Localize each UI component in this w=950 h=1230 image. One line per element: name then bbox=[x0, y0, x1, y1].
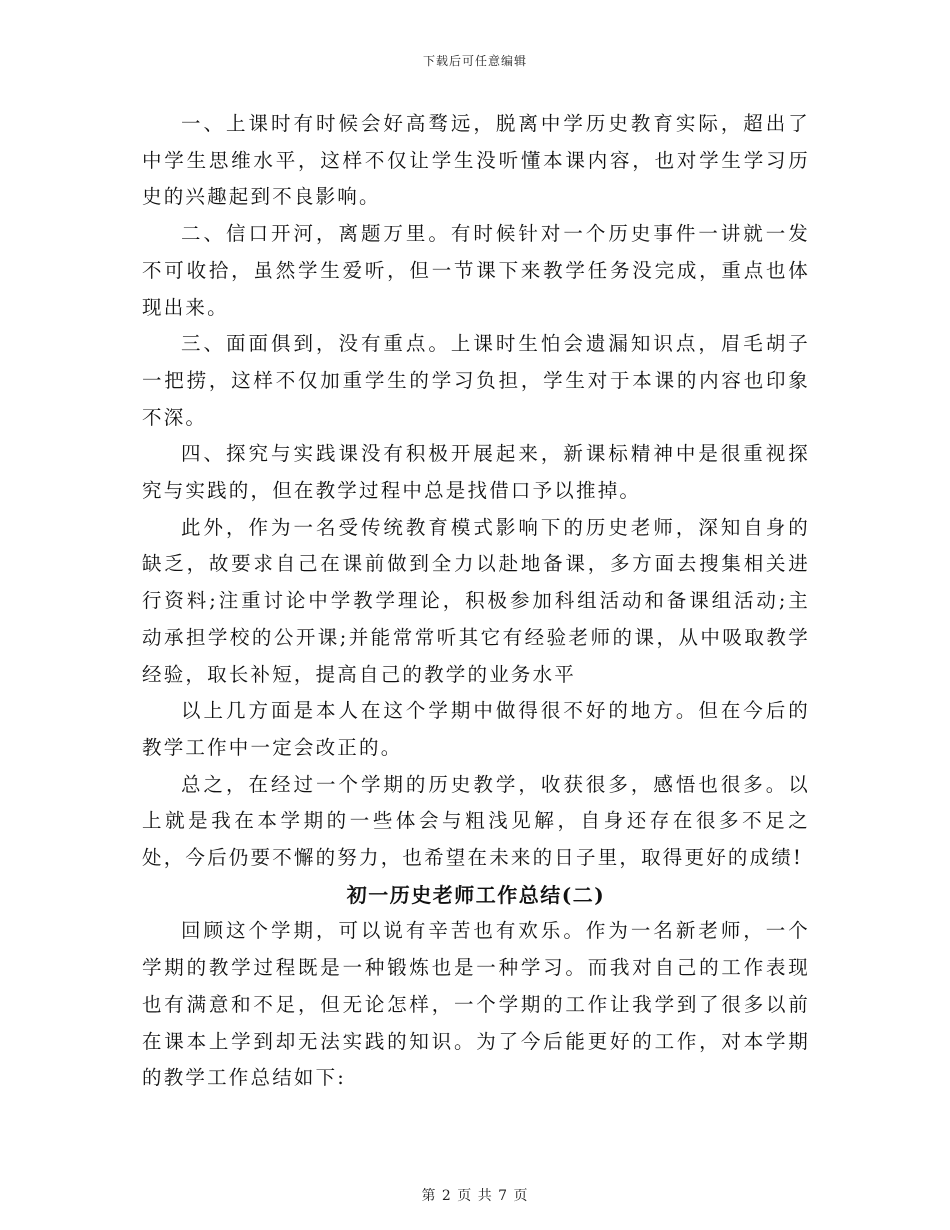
paragraph-conclusion: 总之，在经过一个学期的历史教学，收获很多，感悟也很多。以上就是我在本学期的一些体会与粗浅见解，自身还存在很多不足之处，今后仍要不懈的努力，也希望在未来的日子里，取得更好的成绩! bbox=[142, 772, 810, 870]
paragraph-point-two: 二、信口开河，离题万里。有时候针对一个历史事件一讲就一发不可收拾，虽然学生爱听，但一节课下来教学任务没完成，重点也体现出来。 bbox=[142, 222, 810, 319]
paragraph-improvement-efforts: 此外，作为一名受传统教育模式影响下的历史老师，深知自身的缺乏，故要求自己在课前做到全力以赴地备课，多方面去搜集相关进行资料;注重讨论中学教学理论，积极参加科组活动和备课组活动;主动承担学校的公开课;并能常常听其它有经验老师的课，从中吸取教学经验，取长补短，提高自己的教学的业务水平 bbox=[142, 515, 810, 686]
section-intro-paragraph: 回顾这个学期，可以说有辛苦也有欢乐。作为一名新老师，一个学期的教学过程既是一种锻炼也是一种学习。而我对自己的工作表现也有满意和不足，但无论怎样，一个学期的工作让我学到了很多以前在课本上学到却无法实践的知识。为了今后能更好的工作，对本学期的教学工作总结如下: bbox=[142, 919, 810, 1090]
paragraph-point-four: 四、探究与实践课没有积极开展起来，新课标精神中是很重视探究与实践的，但在教学过程中总是找借口予以推掉。 bbox=[142, 442, 810, 503]
paragraph-summary-shortcomings: 以上几方面是本人在这个学期中做得很不好的地方。但在今后的教学工作中一定会改正的。 bbox=[142, 699, 810, 759]
document-body bbox=[142, 106, 810, 1097]
page-header-note: 下载后可任意编辑 bbox=[422, 54, 527, 68]
page-number-footer: 第 2 页 共 7 页 bbox=[421, 1188, 529, 1204]
section-title: 初一历史老师工作总结(二) bbox=[346, 882, 606, 907]
paragraph-point-three: 三、面面俱到，没有重点。上课时生怕会遗漏知识点，眉毛胡子一把捞，这样不仅加重学生的学习负担，学生对于本课的内容也印象不深。 bbox=[142, 332, 810, 429]
paragraph-point-one: 一、上课时有时候会好高骛远，脱离中学历史教育实际，超出了中学生思维水平，这样不仅让学生没听懂本课内容，也对学生学习历史的兴趣起到不良影响。 bbox=[142, 112, 810, 209]
